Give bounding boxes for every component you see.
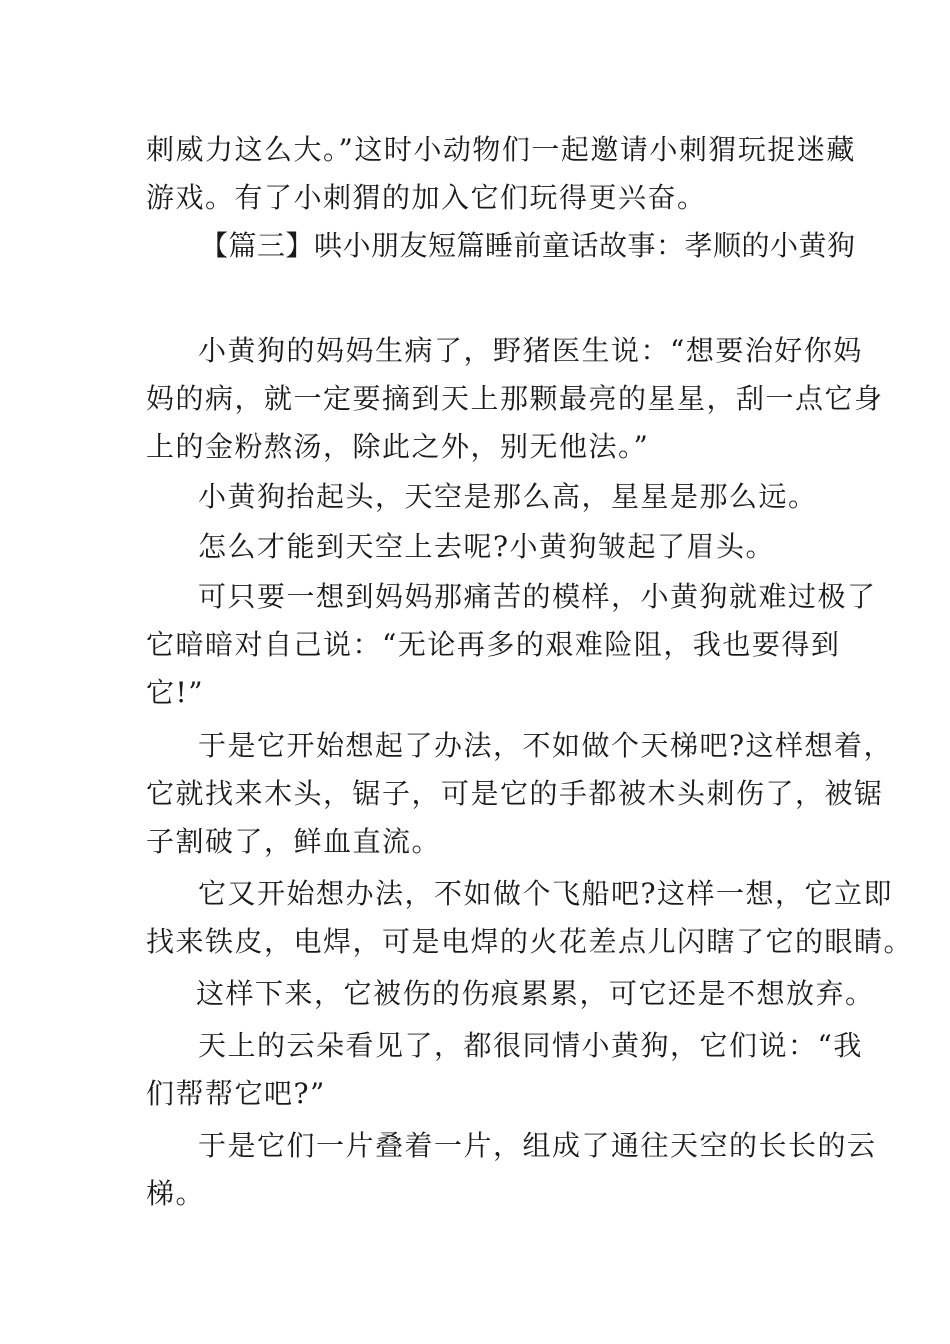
text-line: 上的金粉熬汤，除此之外，别无他法。”: [146, 430, 650, 463]
text-line: 可只要一想到妈妈那痛苦的模样，小黄狗就难过极了: [198, 580, 877, 613]
text-line: 它就找来木头，锯子，可是它的手都被木头刺伤了，被锯: [146, 777, 884, 810]
text-line: 它!”: [146, 676, 205, 709]
text-line: 子割破了，鲜血直流。: [146, 825, 442, 858]
section-heading: 【篇三】哄小朋友短篇睡前童话故事：孝顺的小黄狗: [200, 229, 856, 262]
text-line: 于是它们一片叠着一片，组成了通往天空的长长的云: [198, 1129, 877, 1162]
text-line: 游戏。有了小刺猬的加入它们玩得更兴奋。: [146, 181, 707, 214]
text-line: 于是它开始想起了办法，不如做个天梯吧?这样想着，: [198, 729, 894, 762]
text-line: 小黄狗的妈妈生病了，野猪医生说：“想要治好你妈: [198, 334, 863, 367]
text-line: 怎么才能到天空上去呢?小黄狗皱起了眉头。: [198, 530, 776, 563]
text-line: 们帮帮它吧?”: [146, 1077, 326, 1110]
text-line: 找来铁皮，电焊，可是电焊的火花差点儿闪瞎了它的眼睛。: [146, 925, 914, 958]
text-line: 小黄狗抬起头，天空是那么高，星星是那么远。: [198, 480, 818, 513]
text-line: 妈的病，就一定要摘到天上那颗最亮的星星，刮一点它身: [146, 382, 884, 415]
text-line: 刺威力这么大。”这时小动物们一起邀请小刺猬玩捉迷藏: [146, 133, 856, 166]
text-line: 梯。: [146, 1177, 206, 1210]
text-line: 这样下来，它被伤的伤痕累累，可它还是不想放弃。: [196, 977, 875, 1010]
text-line: 天上的云朵看见了，都很同情小黄狗，它们说：“我: [198, 1029, 863, 1062]
text-line: 它又开始想办法，不如做个飞船吧?这样一想，它立即: [198, 877, 894, 910]
text-line: 它暗暗对自己说：“无论再多的艰难险阻，我也要得到: [146, 628, 841, 661]
